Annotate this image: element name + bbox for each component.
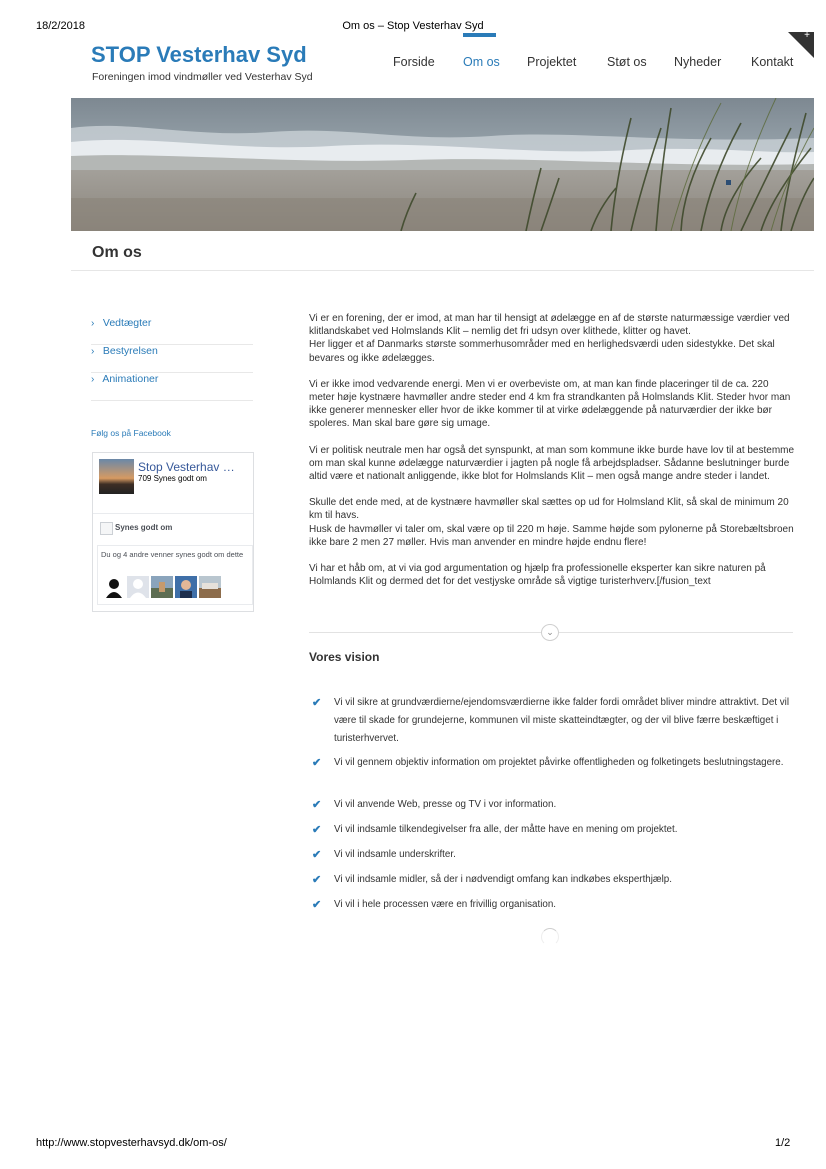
facebook-like-count: 709 Synes godt om	[138, 474, 207, 483]
friend-avatar[interactable]	[103, 576, 125, 598]
friend-avatar[interactable]	[175, 576, 197, 598]
nav-projektet[interactable]: Projektet	[527, 55, 577, 69]
sidebar-item-label: Animationer	[102, 373, 159, 385]
hero-beach-image	[71, 98, 814, 231]
content-paragraph	[309, 496, 795, 549]
content-paragraph	[309, 312, 795, 365]
content-paragraph	[309, 562, 795, 588]
check-icon: ✔	[312, 799, 322, 811]
print-page-number: 1/2	[775, 1137, 791, 1149]
vision-item	[312, 846, 792, 864]
friend-avatar[interactable]	[199, 576, 221, 598]
check-icon: ✔	[312, 824, 322, 836]
print-date: 18/2/2018	[36, 20, 85, 32]
vision-item	[312, 754, 792, 772]
friend-avatar[interactable]	[127, 576, 149, 598]
facebook-page-widget	[92, 452, 254, 612]
main-content	[309, 312, 795, 601]
vision-item	[312, 694, 792, 748]
nav-om-os[interactable]: Om os	[463, 55, 500, 69]
paragraph-line: Vi har et håb om, at vi via god argumentation og hjælp fra professionelle eksperter kan sikre naturen på Holmlands Klit og dermed det for det vestjyske område så vigtige turisterhverv.[/fusion_text	[309, 563, 766, 588]
vision-item	[312, 821, 792, 839]
vision-item-text: Vi vil anvende Web, presse og TV i vor information.	[334, 799, 557, 810]
check-icon: ✔	[312, 849, 322, 861]
facebook-like-button[interactable]: Synes godt om	[98, 519, 172, 536]
page-title: Om os	[92, 244, 142, 261]
paragraph-line: Skulle det ende med, at de kystnære havmøller skal sættes op ud for Holmsland Klit, så skal de minimum 20 km til havs.	[309, 497, 789, 522]
nav-nyheder[interactable]: Nyheder	[674, 55, 722, 69]
check-icon: ✔	[312, 874, 322, 886]
vision-item-text: Vi vil indsamle midler, så der i nødvendigt omfang kan indkøbes eksperthjælp.	[334, 874, 672, 885]
vision-item-text: Vi vil indsamle underskrifter.	[334, 849, 456, 860]
plus-icon[interactable]: +	[804, 30, 810, 41]
print-url: http://www.stopvesterhavsyd.dk/om-os/	[36, 1137, 227, 1149]
vision-title: Vores vision	[309, 650, 380, 664]
nav-kontakt[interactable]: Kontakt	[751, 55, 794, 69]
facebook-page-thumbnail[interactable]	[99, 459, 134, 494]
sidebar-item-vedtaegter[interactable]	[91, 317, 253, 345]
paragraph-line: Vi er ikke imod vedvarende energi. Men vi er overbeviste om, at man kan finde placeringer til de ca. 220 meter høje kystnære havmøller andre steder end 4 km fra strandkanten på Holmslands Klit. Steder hvor man ikke generer mennesker eller hvor de ikke kommer til at virke ødelæggende på naturværdier der ikke bør spoleres. Man skal bare gøre sig umage.	[309, 378, 791, 430]
vision-item	[312, 896, 792, 914]
scroll-to-top-button[interactable]	[541, 928, 559, 946]
friend-avatar[interactable]	[151, 576, 173, 598]
sidebar-item-animationer[interactable]	[91, 373, 253, 401]
check-icon: ✔	[312, 899, 322, 911]
vision-item-text: Vi vil i hele processen være en frivillig organisation.	[334, 899, 556, 910]
chevron-down-icon[interactable]: ⌄	[541, 624, 559, 641]
chevron-right-icon: ›	[91, 374, 95, 385]
site-tagline: Foreningen imod vindmøller ved Vesterhav Syd	[92, 71, 313, 83]
content-paragraph	[309, 378, 795, 431]
beach-illustration	[71, 98, 814, 231]
facebook-friends-text: Du og 4 andre venner synes godt om dette	[101, 550, 244, 559]
content-paragraph	[309, 444, 795, 484]
title-divider	[71, 270, 814, 271]
nav-active-indicator	[463, 33, 496, 37]
paragraph-line: Vi er politisk neutrale men har også det synspunkt, at man som kommune ikke burde have lov til at bestemme om man skal kunne ødelægge naturværdier i jagten på nogle få arbejdspladser. Sådanne beslutninger burde altid være et nationalt anliggende, ikke blot for Holmslands Klit – men også mange andre steder i landet.	[309, 444, 795, 483]
site-logo-title[interactable]: STOP Vesterhav Syd	[91, 42, 307, 67]
vision-item-text: Vi vil indsamle tilkendegivelser fra alle, der måtte have en mening om projektet.	[334, 824, 678, 835]
facebook-friends-box	[97, 545, 253, 605]
vision-item	[312, 871, 792, 889]
facebook-page-name[interactable]: Stop Vesterhav …	[138, 460, 235, 474]
nav-stot-os[interactable]: Støt os	[607, 55, 647, 69]
paragraph-line: Vi er en forening, der er imod, at man har til hensigt at ødelægge en af de største naturmæssige værdier ved klitlandskabet ved Holmslands Klit – nemlig det fri udsyn over klithede, klitter og havet.	[309, 313, 790, 338]
paragraph-line: Husk de havmøller vi taler om, skal være op til 220 m høje. Samme højde som pylonerne på Storebæltsbroen ikke bare 2 men 27 møller. Hvis man anvender en mindre højde endnu flere!	[309, 523, 794, 548]
vision-item-text: Vi vil gennem objektiv information om projektet påvirke offentligheden og folketingets beslutningstagere.	[334, 757, 784, 768]
paragraph-line: Her ligger et af Danmarks største sommerhusområder med en herlighedsværdi uden sidestykke. Det skal bevares og ikke ødelægges.	[309, 339, 775, 364]
chevron-right-icon: ›	[91, 318, 95, 329]
sidebar-item-label: Bestyrelsen	[102, 345, 158, 357]
chevron-right-icon: ›	[91, 346, 95, 357]
check-icon: ✔	[312, 757, 322, 769]
sidebar-item-label: Vedtægter	[102, 317, 152, 329]
sidebar-item-bestyrelsen[interactable]	[91, 345, 253, 373]
vision-item-text: Vi vil sikre at grundværdierne/ejendomsværdierne ikke falder fordi området bliver mindre attraktivt. Det vil være til skade for grundejerne, kommunen vil miste skatteindtægter, og der vil blive færre beskæftiget i turisterhvervet.	[334, 697, 790, 744]
facebook-follow-label: Følg os på Facebook	[91, 428, 171, 438]
print-title: Om os – Stop Vesterhav Syd	[342, 20, 484, 32]
vision-item	[312, 796, 792, 814]
check-icon: ✔	[312, 697, 322, 709]
facebook-separator	[93, 513, 253, 514]
nav-forside[interactable]: Forside	[393, 55, 435, 69]
